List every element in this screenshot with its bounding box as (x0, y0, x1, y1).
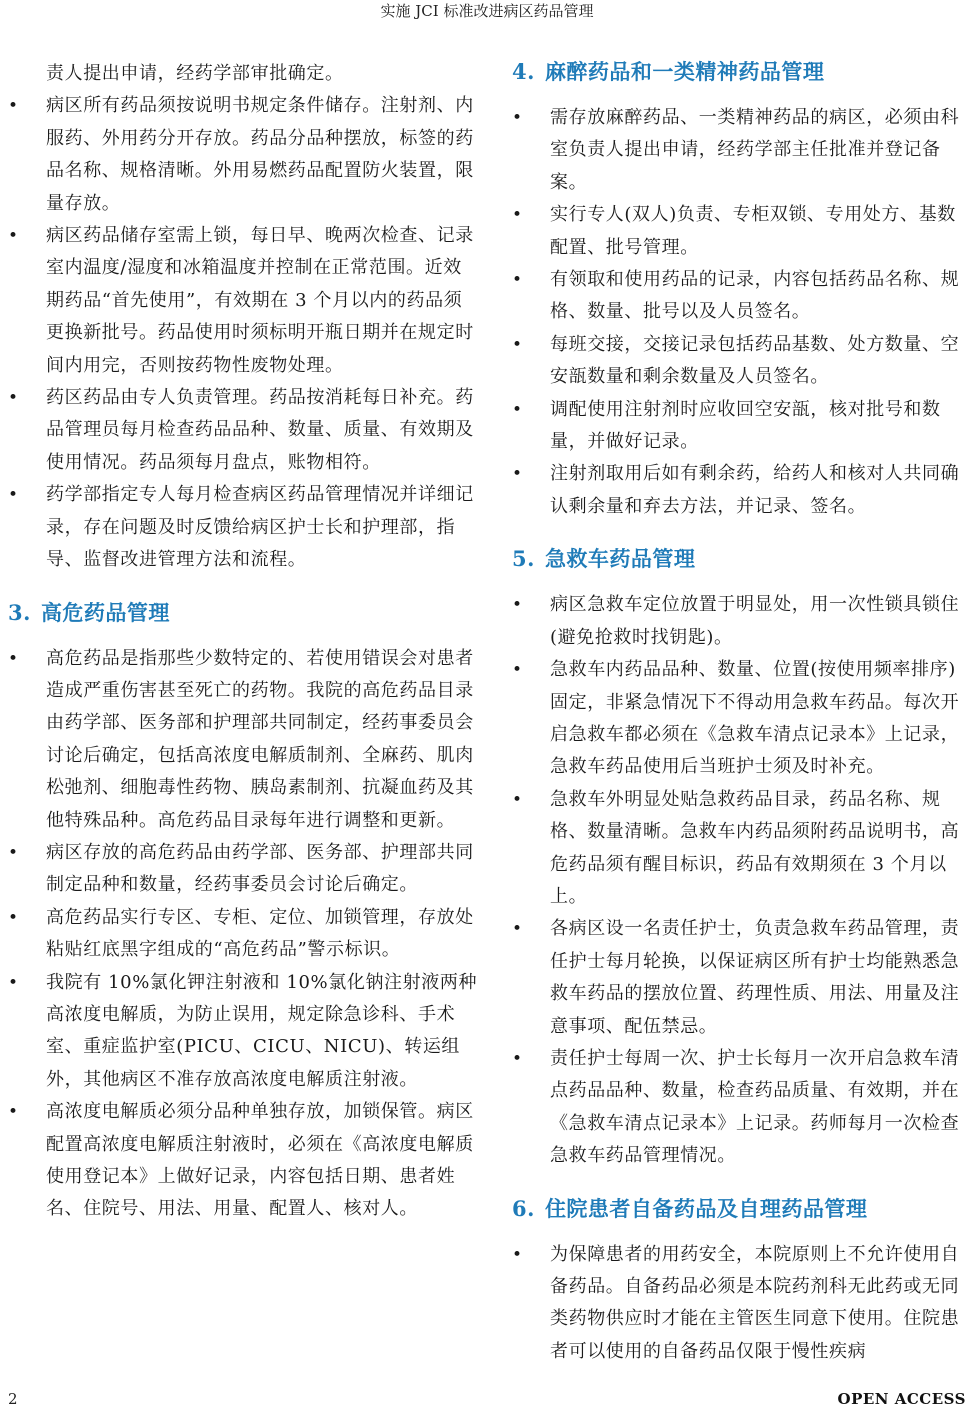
bullet-list-self-supplied (512, 1239, 970, 1369)
bullet-icon: • (512, 399, 523, 420)
bullet-icon: • (8, 648, 19, 669)
list-item (512, 199, 970, 264)
running-header: 实施 JCI 标准改进病区药品管理 (380, 2, 594, 20)
list-item (8, 643, 478, 837)
list-item-text: 病区所有药品须按说明书规定条件储存。注射剂、内服药、外用药分开存放。药品分品种摆放，标签的药品名称、规格清晰。外用易燃药品配置防火装置，限量存放。 (46, 95, 474, 214)
list-item (512, 589, 970, 654)
list-item (8, 837, 478, 902)
journal-tag: OPEN ACCESS (837, 1390, 966, 1408)
bullet-icon: • (8, 972, 19, 993)
section-number: 3. (8, 599, 31, 625)
list-item (512, 394, 970, 459)
list-item-text: 责任护士每周一次、护士长每月一次开启急救车清点药品品种、数量，检查药品质量、有效期，并在《急救车清点记录本》上记录。药师每月一次检查急救车药品管理情况。 (550, 1047, 960, 1167)
list-item-text: 调配使用注射剂时应收回空安瓿，核对批号和数量，并做好记录。 (550, 398, 941, 453)
list-item-text: 急救车内药品品种、数量、位置(按使用频率排序)固定，非紧急情况下不得动用急救车药品。每次开启急救车都必须在《急救车清点记录本》上记录，急救车药品使用后当班护士须及时补充。 (550, 659, 960, 778)
list-item (8, 967, 478, 1097)
bullet-icon: • (512, 919, 523, 940)
section-title: 麻醉药品和一类精神药品管理 (544, 60, 825, 84)
list-item-text: 注射剂取用后如有剩余药，给药人和核对人共同确认剩余量和弃去方法，并记录、签名。 (550, 463, 960, 517)
section-number: 5. (512, 546, 535, 572)
continuation-text: 责人提出申请，经药学部审批确定。 (46, 63, 344, 84)
bullet-icon: • (512, 464, 523, 485)
list-item (8, 382, 478, 479)
bullet-icon: • (512, 270, 523, 291)
bullet-icon: • (512, 1048, 523, 1069)
list-item-text: 药区药品由专人负责管理。药品按消耗每日补充。药品管理员每月检查药品品种、数量、质量、有效期及使用情况。药品须每月盘点，账物相符。 (46, 387, 474, 473)
section-title: 高危药品管理 (40, 600, 170, 625)
bullet-icon: • (8, 842, 19, 863)
list-item-text: 我院有 10%氯化钾注射液和 10%氯化钠注射液两种高浓度电解质，为防止误用，规定除急诊科、手术室、重症监护室(PICU、CICU、NICU)、转运组外，其他病区不准存放高浓度电解质注射液。 (46, 971, 478, 1090)
section-number: 4. (512, 59, 535, 84)
bullet-icon: • (512, 1244, 523, 1265)
section-heading-4 (512, 58, 970, 86)
bullet-icon: • (512, 789, 523, 810)
bullet-list-narcotics (512, 102, 970, 523)
list-item-text: 药学部指定专人每月检查病区药品管理情况并详细记录，存在问题及时反馈给病区护士长和护理部，指导、监督改进管理方法和流程。 (46, 484, 474, 571)
section-heading-6 (512, 1195, 970, 1223)
list-item (8, 90, 478, 220)
list-item (8, 1096, 478, 1226)
list-item-text: 病区存放的高危药品由药学部、医务部、护理部共同制定品种和数量，经药事委员会讨论后确定。 (46, 841, 474, 896)
left-column (8, 58, 478, 1226)
bullet-icon: • (8, 226, 19, 247)
list-item-text: 各病区设一名责任护士，负责急救车药品管理，责任护士每月轮换，以保证病区所有护士均能熟悉急救车药品的摆放位置、药理性质、用法、用量及注意事项、配伍禁忌。 (550, 918, 960, 1037)
bullet-list-crash-cart (512, 589, 970, 1172)
list-item (512, 458, 970, 523)
list-item (512, 654, 970, 784)
bullet-icon: • (512, 205, 523, 226)
bullet-icon: • (512, 108, 523, 128)
bullet-icon: • (512, 334, 523, 355)
list-item-text: 实行专人(双人)负责、专柜双锁、专用处方、基数配置、批号管理。 (550, 204, 956, 258)
list-item (512, 329, 970, 394)
list-item (512, 784, 970, 914)
list-item (512, 913, 970, 1043)
section-title: 住院患者自备药品及自理药品管理 (544, 1196, 868, 1221)
section-heading-3 (8, 599, 478, 627)
bullet-icon: • (512, 660, 523, 681)
right-column (512, 58, 970, 1368)
list-item (8, 220, 478, 382)
list-item (512, 1239, 970, 1369)
bullet-icon: • (8, 96, 19, 117)
list-item-text: 有领取和使用药品的记录，内容包括药品名称、规格、数量、批号以及人员签名。 (550, 269, 960, 323)
list-item-text: 高危药品是指那些少数特定的、若使用错误会对患者造成严重伤害甚至死亡的药物。我院的高危药品目录由药学部、医务部和护理部共同制定，经药事委员会讨论后确定，包括高浓度电解质制剂、全麻药、肌肉松弛剂、细胞毒性药物、胰岛素制剂、抗凝血药及其他特殊品种。高危药品目录每年进行调整和更新。 (46, 647, 474, 831)
bullet-list-storage (8, 90, 478, 576)
section-title: 急救车药品管理 (544, 547, 696, 572)
list-item (512, 102, 970, 199)
list-item-text: 高危药品实行专区、专柜、定位、加锁管理，存放处粘贴红底黑字组成的“高危药品”警示标识。 (46, 906, 474, 961)
list-item-text: 病区药品储存室需上锁，每日早、晚两次检查、记录室内温度/湿度和冰箱温度并控制在正常范围。近效期药品“首先使用”，有效期在 3 个月以内的药品须更换新批号。药品使用时须标明开瓶日期并在规定时间内用完，否则按药物性废物处理。 (46, 225, 474, 376)
list-item-text: 急救车外明显处贴急救药品目录，药品名称、规格、数量清晰。急救车内药品须附药品说明书，高危药品须有醒目标识，药品有效期须在 3 个月以上。 (550, 788, 960, 907)
list-item-text: 需存放麻醉药品、一类精神药品的病区，必须由科室负责人提出申请，经药学部主任批准并登记备案。 (550, 107, 960, 193)
bullet-icon: • (8, 388, 19, 409)
list-item-text: 病区急救车定位放置于明显处，用一次性锁具锁住(避免抢救时找钥匙)。 (550, 594, 960, 648)
bullet-icon: • (512, 595, 523, 616)
list-item-text: 高浓度电解质必须分品种单独存放，加锁保管。病区配置高浓度电解质注射液时，必须在《高浓度电解质使用登记本》上做好记录，内容包括日期、患者姓名、住院号、用法、用量、配置人、核对人。 (46, 1101, 474, 1220)
bullet-icon: • (8, 1102, 19, 1123)
list-item (512, 264, 970, 329)
section-number: 6. (512, 1195, 535, 1221)
list-item (8, 902, 478, 967)
page-number: 2 (8, 1390, 18, 1408)
bullet-icon: • (8, 907, 19, 928)
bullet-list-high-alert (8, 643, 478, 1226)
list-item-text: 为保障患者的用药安全，本院原则上不允许使用自备药品。自备药品必须是本院药剂科无此药或无同类药物供应时才能在主管医生同意下使用。住院患者可以使用的自备药品仅限于慢性疾病 (550, 1243, 960, 1362)
section-heading-5 (512, 545, 970, 573)
list-item-text: 每班交接，交接记录包括药品基数、处方数量、空安瓿数量和剩余数量及人员签名。 (550, 333, 960, 388)
list-item (512, 1043, 970, 1173)
list-item (8, 479, 478, 576)
bullet-icon: • (8, 485, 19, 506)
